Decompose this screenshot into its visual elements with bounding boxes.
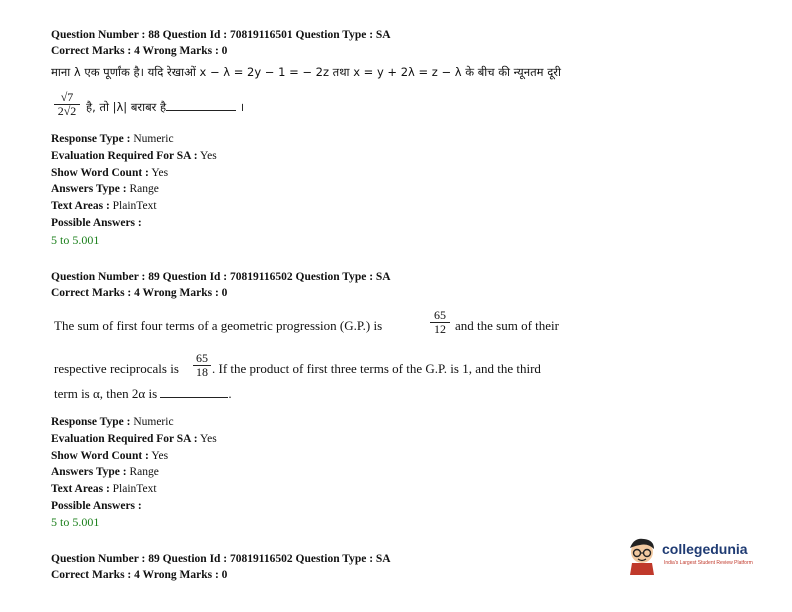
meta-value: PlainText	[112, 483, 157, 496]
meta-value: Yes	[200, 149, 217, 162]
q88-text-line2-label: है, तो |λ| बराबर है	[86, 100, 167, 114]
q89-line3-end: .	[228, 386, 232, 401]
q89-frac1-num: 65	[430, 309, 450, 323]
meta-value: Range	[129, 466, 159, 479]
meta-value: Numeric	[133, 416, 174, 428]
meta-value: Range	[129, 183, 159, 196]
q89-meta-row	[51, 431, 217, 448]
brand-tagline: India's Largest Student Review Platform	[664, 560, 753, 566]
q89-line1	[54, 318, 382, 334]
q88-possible-answer: 5 to 5.001	[51, 233, 100, 247]
meta-label: Evaluation Required For SA :	[51, 432, 198, 445]
meta-value: Yes	[200, 432, 217, 445]
meta-label: Show Word Count :	[51, 449, 149, 462]
q89-fraction1	[430, 309, 450, 336]
q88-meta-row	[51, 148, 217, 165]
q89-fraction2	[193, 352, 211, 379]
q88-text-end: ।	[239, 100, 245, 114]
q88-text-line1: माना λ एक पूर्णांक है। यदि रेखाओं x − λ = 2y − 1 = − 2z तथा x = y + 2λ = z − λ के बीच की न्यूनतम दूरी	[51, 65, 561, 79]
meta-value: Yes	[151, 449, 169, 462]
q89-frac2-num: 65	[193, 352, 211, 366]
q88-text-line2	[86, 100, 244, 115]
q88-frac-num: √7	[54, 91, 80, 105]
q89-answer-blank	[160, 397, 228, 398]
q89-header-line1: Question Number : 89 Question Id : 70819116502 Question Type : SA	[51, 271, 391, 283]
q89-frac2-den: 18	[196, 365, 208, 379]
q89-line2-a: respective reciprocals is	[54, 361, 179, 376]
q88-meta-row	[51, 165, 217, 182]
q89-line3-a: term is α, then 2α is	[54, 386, 158, 401]
meta-label: Text Areas :	[51, 200, 110, 213]
q89b-header-line1: Question Number : 89 Question Id : 70819116502 Question Type : SA	[51, 553, 391, 565]
brand-logo	[624, 535, 764, 579]
q88-meta	[51, 131, 217, 232]
q89-line2-b: . If the product of first three terms of the G.P. is 1, and the third	[212, 361, 541, 376]
q88-frac-den: 2√2	[57, 104, 77, 118]
q88-header-line2: Correct Marks : 4 Wrong Marks : 0	[51, 45, 228, 57]
q89-meta-row	[51, 414, 217, 431]
q88-meta-row	[51, 181, 217, 198]
meta-label: Answers Type :	[51, 466, 127, 479]
q89-frac1-den: 12	[434, 322, 446, 336]
q89-meta-row	[51, 481, 217, 498]
meta-value: Yes	[151, 166, 169, 179]
q89-line1-b: and the sum of their	[455, 318, 559, 333]
q88-meta-row	[51, 198, 217, 215]
q89-header-line2: Correct Marks : 4 Wrong Marks : 0	[51, 287, 228, 299]
meta-label: Possible Answers :	[51, 216, 142, 229]
q88-fraction	[54, 91, 80, 118]
q88-meta-row	[51, 215, 217, 232]
meta-label: Answers Type :	[51, 183, 127, 196]
q89-meta	[51, 414, 217, 515]
meta-value: PlainText	[112, 200, 157, 213]
meta-label: Response Type :	[51, 416, 131, 428]
meta-label: Possible Answers :	[51, 499, 142, 512]
q88-answer-blank	[166, 110, 236, 111]
q88-meta-row	[51, 131, 217, 148]
q89-line1-a: The sum of first four terms of a geometric progression (G.P.) is	[54, 318, 383, 333]
q88-header-line1: Question Number : 88 Question Id : 70819116501 Question Type : SA	[51, 29, 391, 41]
mascot-icon	[624, 535, 660, 575]
meta-label: Text Areas :	[51, 483, 110, 496]
q89-meta-row	[51, 448, 217, 465]
q89-possible-answer: 5 to 5.001	[51, 515, 100, 529]
q89b-header-line2: Correct Marks : 4 Wrong Marks : 0	[51, 569, 228, 581]
meta-value: Numeric	[133, 133, 174, 145]
q89-line3	[54, 386, 232, 402]
meta-label: Show Word Count :	[51, 166, 149, 179]
q89-meta-row	[51, 464, 217, 481]
brand-name: collegedunia	[662, 541, 748, 557]
meta-label: Evaluation Required For SA :	[51, 149, 198, 162]
q89-meta-row	[51, 498, 217, 515]
meta-label: Response Type :	[51, 133, 131, 145]
